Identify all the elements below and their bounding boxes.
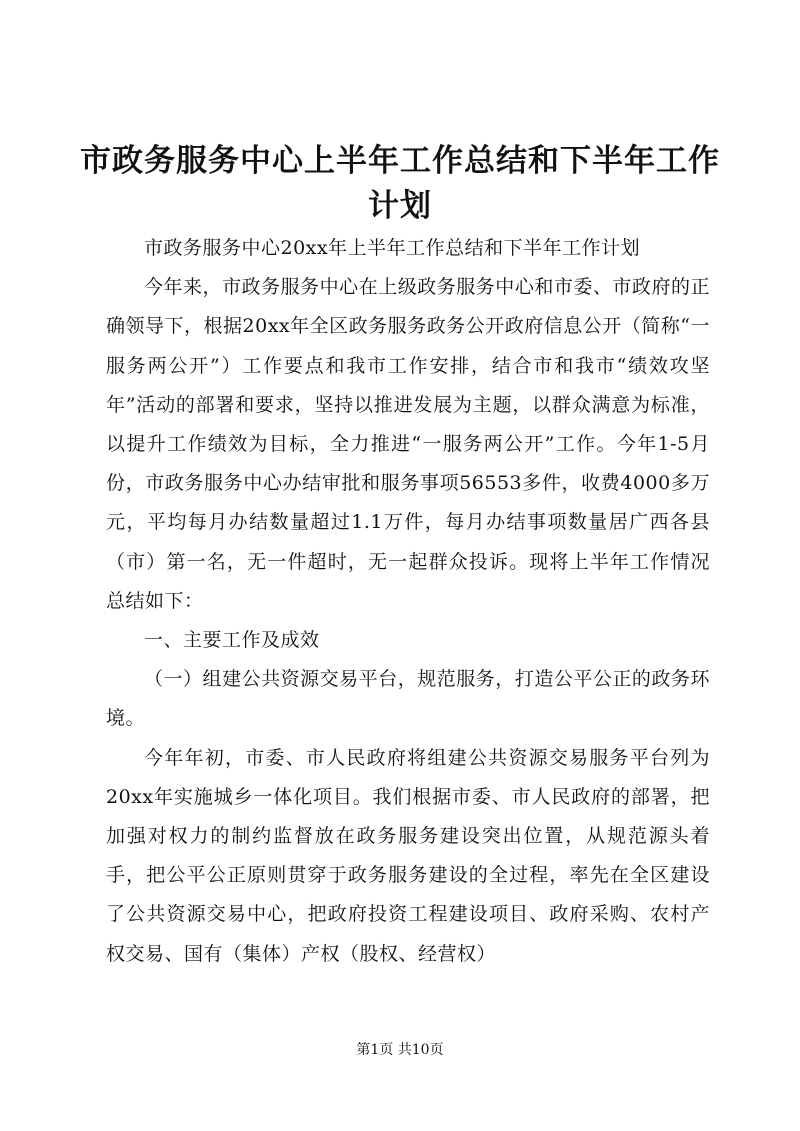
paragraph-body: 今年年初，市委、市人民政府将组建公共资源交易服务平台列为20xx年实施城乡一体化项目。我们根据市委、市人民政府的部署，把加强对权力的制约监督放在政务服务建设突出位置，从规范源头着手，把公平公正原则贯穿于政务服务建设的全过程，率先在全区建设了公共资源交易中心，把政府投资工程建设项目、政府采购、农村产权交易、国有（集体）产权（股权、经营权） <box>106 746 710 965</box>
page-footer: 第1页 共10页 <box>356 1042 444 1058</box>
document-body <box>106 229 710 974</box>
paragraph-subtitle: 市政务服务中心20xx年上半年工作总结和下半年工作计划 <box>144 237 641 259</box>
document-title: 市政务服务中心上半年工作总结和下半年工作计划 <box>80 143 720 224</box>
section-heading: 一、主要工作及成效 <box>144 629 320 652</box>
paragraph-intro: 今年来，市政务服务中心在上级政务服务中心和市委、市政府的正确领导下，根据20xx年全区政务服务政务公开政府信息公开（简称“一服务两公开”）工作要点和我市工作安排，结合市和我市“绩效攻坚年”活动的部署和要求，坚持以推进发展为主题，以群众满意为标准，以提升工作绩效为目标，全力推进“一服务两公开”工作。今年1-5月份，市政务服务中心办结审批和服务事项56553多件，收费4000多万元，平均每月办结数量超过1.1万件，每月办结事项数量居广西各县（市）第一名，无一件超时，无一起群众投诉。现将上半年工作情况总结如下： <box>106 276 710 612</box>
subsection-heading: （一）组建公共资源交易平台，规范服务，打造公平公正的政务环境。 <box>106 668 710 730</box>
